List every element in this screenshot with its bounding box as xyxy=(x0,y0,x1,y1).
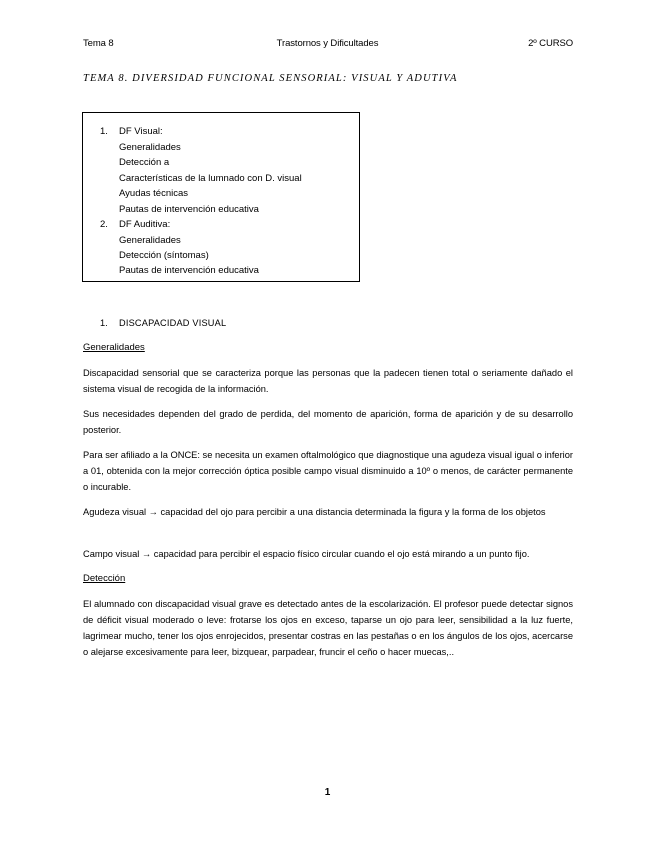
toc-item-text: Detección a xyxy=(119,157,170,168)
paragraph: Para ser afiliado a la ONCE: se necesita un examen oftalmológico que diagnostique una agudeza visual igual o inferior a 01, obtenida con la mejor corrección óptica posible campo visual disminuido a 10º o menos, de carácter permanente o incurable. xyxy=(83,450,573,492)
paragraph: Discapacidad sensorial que se caracteriza porque las personas que la padecen tienen total o seriamente dañado el sistema visual de recogida de la información. xyxy=(83,368,573,394)
toc-item-number: 1. xyxy=(100,126,108,137)
toc-item-text: Pautas de intervención educativa xyxy=(119,204,259,215)
table-of-contents xyxy=(82,112,360,282)
paragraph: Campo visual → capacidad para percibir el espacio físico circular cuando el ojo está mirando a un punto fijo. xyxy=(83,549,530,559)
toc-item-text: Generalidades xyxy=(119,142,181,153)
paragraph: El alumnado con discapacidad visual grave es detectado antes de la escolarización. El profesor puede detectar signos de déficit visual moderado o leve: frotarse los ojos en exceso, taparse un ojo para leer, sensibilidad a la luz fuerte, lagrimear mucho, tener los ojos enrojecidos, presentar costras en las pestañas o en los ángulos de los ojos, acercarse o alejarse excesivamente para leer, bizquear, parpadear, fruncir el ceño o hacer muecas,.. xyxy=(83,599,573,657)
toc-item-text: Ayudas técnicas xyxy=(119,188,189,199)
header-left: Tema 8 xyxy=(83,38,114,49)
toc-item-text: Pautas de intervención educativa xyxy=(119,265,259,276)
paragraph: Agudeza visual → capacidad del ojo para percibir a una distancia determinada la figura y la forma de los objetos xyxy=(83,507,546,517)
toc-item-text: Generalidades xyxy=(119,235,181,246)
toc-item-text: Características de la lumnado con D. visual xyxy=(119,173,302,184)
header-right: 2º CURSO xyxy=(528,38,573,49)
toc-item-number: 2. xyxy=(100,219,108,230)
toc-item-text: DF Visual: xyxy=(119,126,163,137)
page-number: 1 xyxy=(324,787,331,798)
toc-item-text: Detección (síntomas) xyxy=(119,250,209,261)
subheading-generalidades: Generalidades xyxy=(83,342,145,353)
subheading-deteccion: Detección xyxy=(83,573,126,584)
header-center: Trastornos y Dificultades xyxy=(276,38,379,49)
document-title: TEMA 8. DIVERSIDAD FUNCIONAL SENSORIAL: VISUAL Y ADUTIVA xyxy=(83,73,458,84)
section-number: 1. xyxy=(100,318,108,328)
toc-item-text: DF Auditiva: xyxy=(119,219,171,230)
section-label: DISCAPACIDAD VISUAL xyxy=(119,318,227,328)
paragraph: Sus necesidades dependen del grado de perdida, del momento de aparición, forma de aparición y de su desarrollo posterior. xyxy=(83,409,573,435)
